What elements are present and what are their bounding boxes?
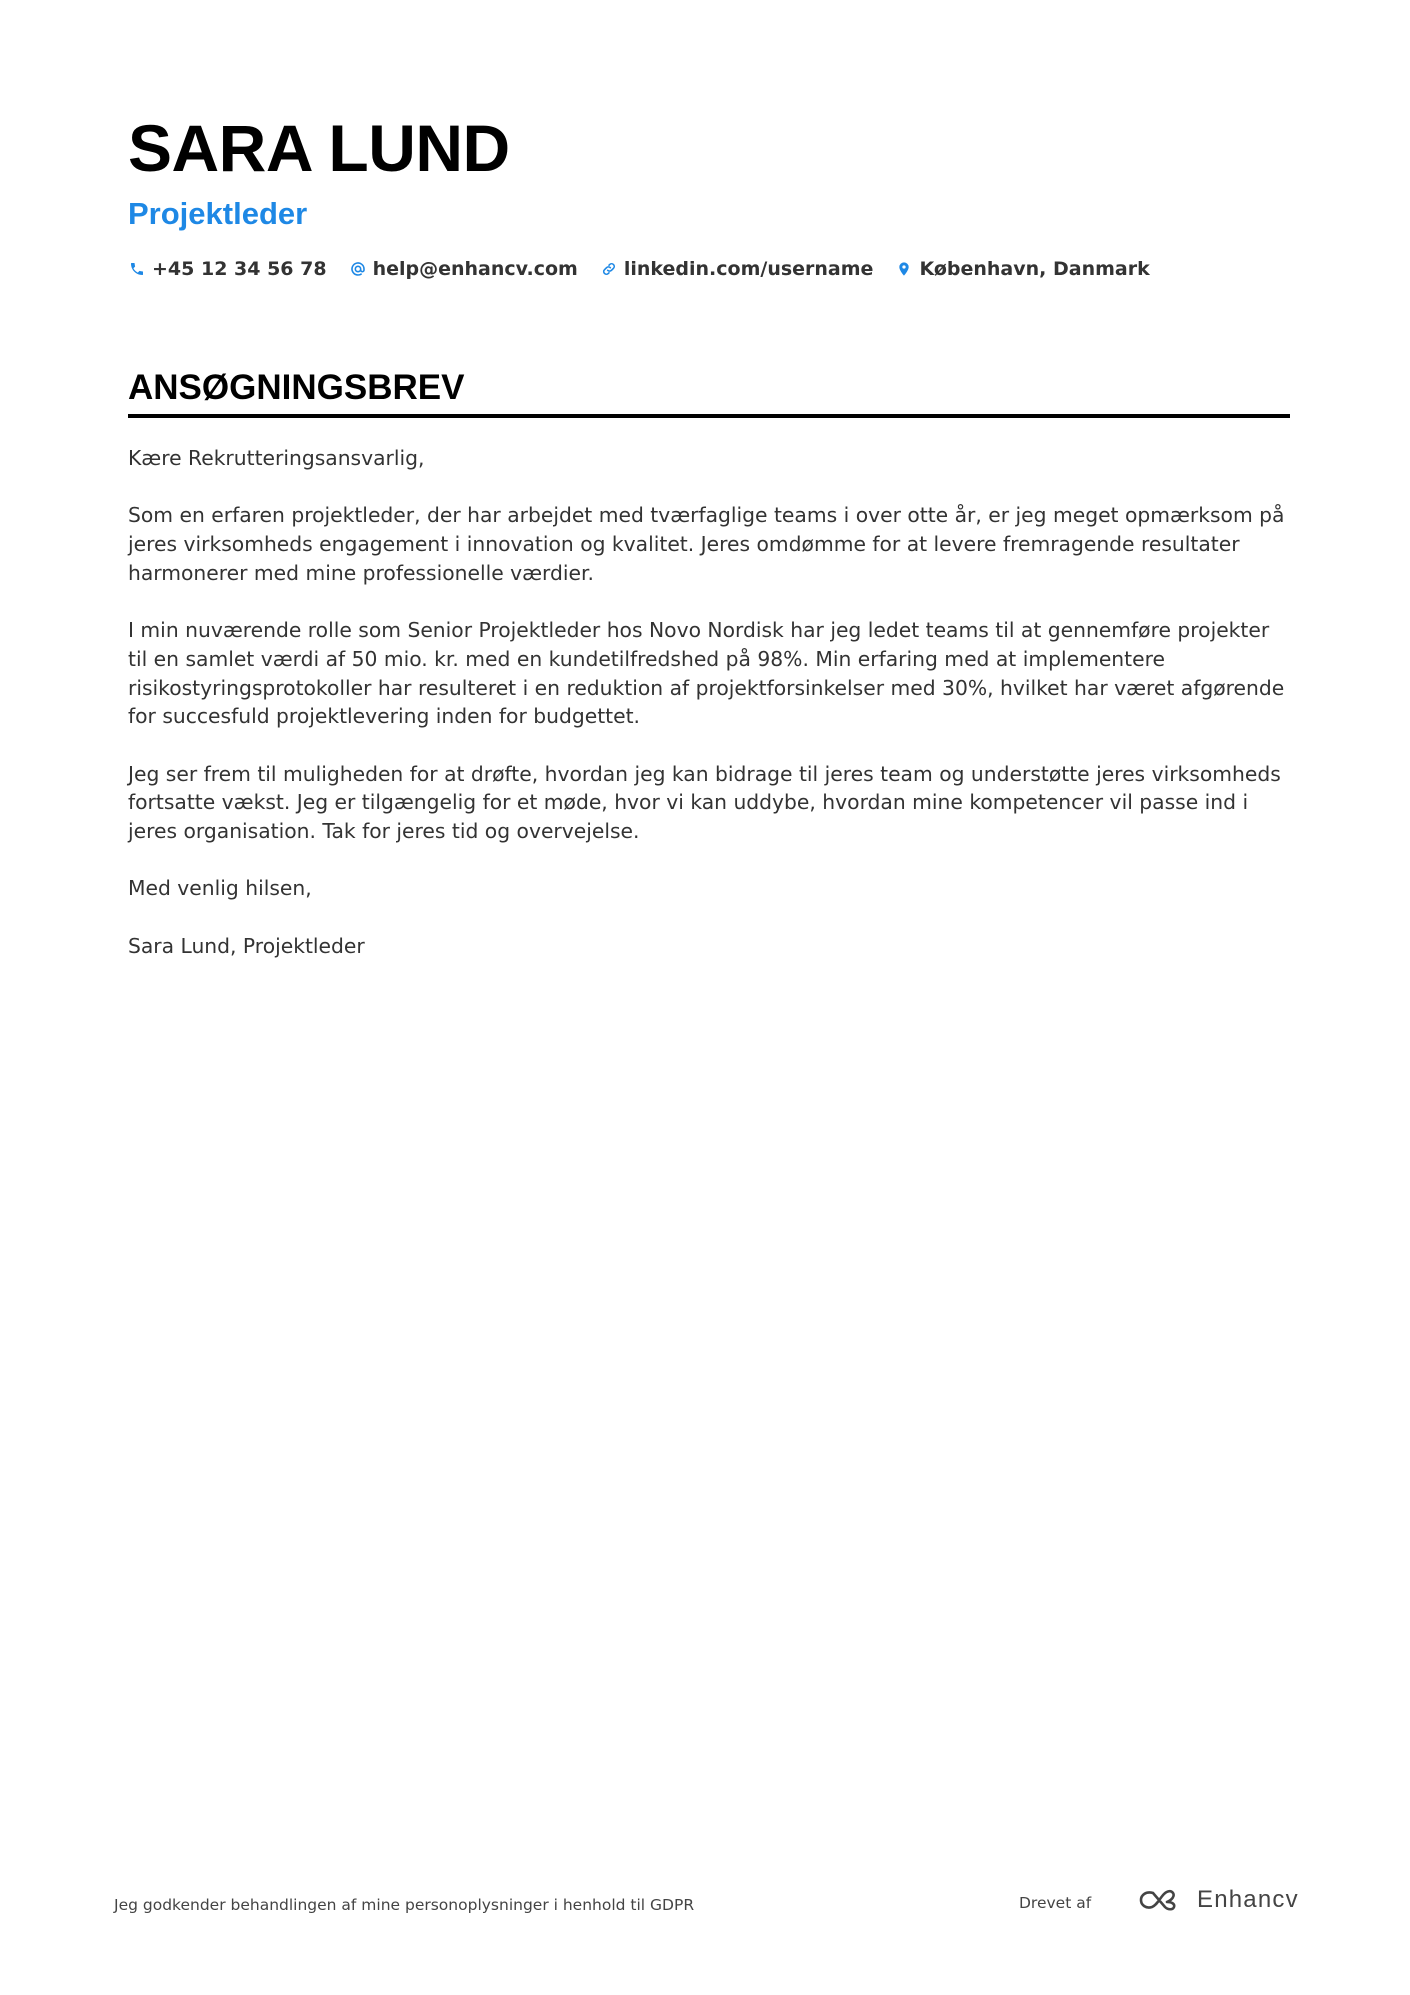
contact-location	[895, 258, 1149, 280]
header	[128, 108, 1288, 280]
candidate-name: SARA LUND	[128, 111, 510, 185]
link-icon	[600, 260, 618, 278]
enhancv-brand[interactable]	[1139, 1886, 1299, 1914]
signature: Sara Lund, Projektleder	[128, 933, 365, 958]
cover-letter-section	[128, 366, 1290, 989]
letter-body	[128, 444, 1290, 961]
contact-email[interactable]	[349, 258, 578, 280]
contact-phone	[128, 258, 327, 280]
location: København, Danmark	[919, 258, 1150, 280]
letter-paragraph: Som en erfaren projektleder, der har arbejdet med tværfaglige teams i over otte år, er jeg meget opmærksom på jeres virksomheds engagement i innovation og kvalitet. Jeres omdømme for at levere fremragende resultater harmonerer med mine professionelle værdier.	[128, 503, 1285, 585]
brand-name[interactable]: Enhancv	[1197, 1886, 1299, 1913]
footer	[114, 1886, 1299, 1920]
contact-linkedin[interactable]	[600, 258, 874, 280]
gdpr-consent: Jeg godkender behandlingen af mine personoplysninger i henhold til GDPR	[114, 1896, 695, 1914]
enhancv-logo-icon	[1139, 1886, 1185, 1914]
contact-info	[128, 258, 1288, 280]
job-title: Projektleder	[128, 196, 308, 231]
section-title: ANSØGNINGSBREV	[128, 366, 1290, 418]
location-pin-icon	[895, 260, 913, 278]
at-icon	[349, 260, 367, 278]
letter-paragraph: I min nuværende rolle som Senior Projektleder hos Novo Nordisk har jeg ledet teams til at gennemføre projekter til en samlet værdi af 50 mio. kr. med en kundetilfredshed på 98%. Min erfaring med at implementere risikostyringsprotokoller har resulteret i en reduktion af projektforsinkelser med 30%, hvilket har været afgørende for succesfuld projektlevering inden for budgettet.	[128, 618, 1285, 729]
powered-by-label: Drevet af	[1019, 1894, 1092, 1912]
salutation: Kære Rekrutteringsansvarlig,	[128, 446, 425, 470]
phone-icon	[128, 260, 146, 278]
linkedin-url[interactable]: linkedin.com/username	[623, 258, 874, 280]
letter-paragraph: Jeg ser frem til muligheden for at drøfte, hvordan jeg kan bidrage til jeres team og understøtte jeres virksomheds fortsatte vækst. Jeg er tilgængelig for et møde, hvor vi kan uddybe, hvordan mine kompetencer vil passe ind i jeres organisation. Tak for jeres tid og overvejelse.	[128, 761, 1281, 844]
phone-number: +45 12 34 56 78	[152, 258, 327, 280]
closing: Med venlig hilsen,	[128, 876, 312, 901]
email-address[interactable]: help@enhancv.com	[372, 258, 578, 280]
